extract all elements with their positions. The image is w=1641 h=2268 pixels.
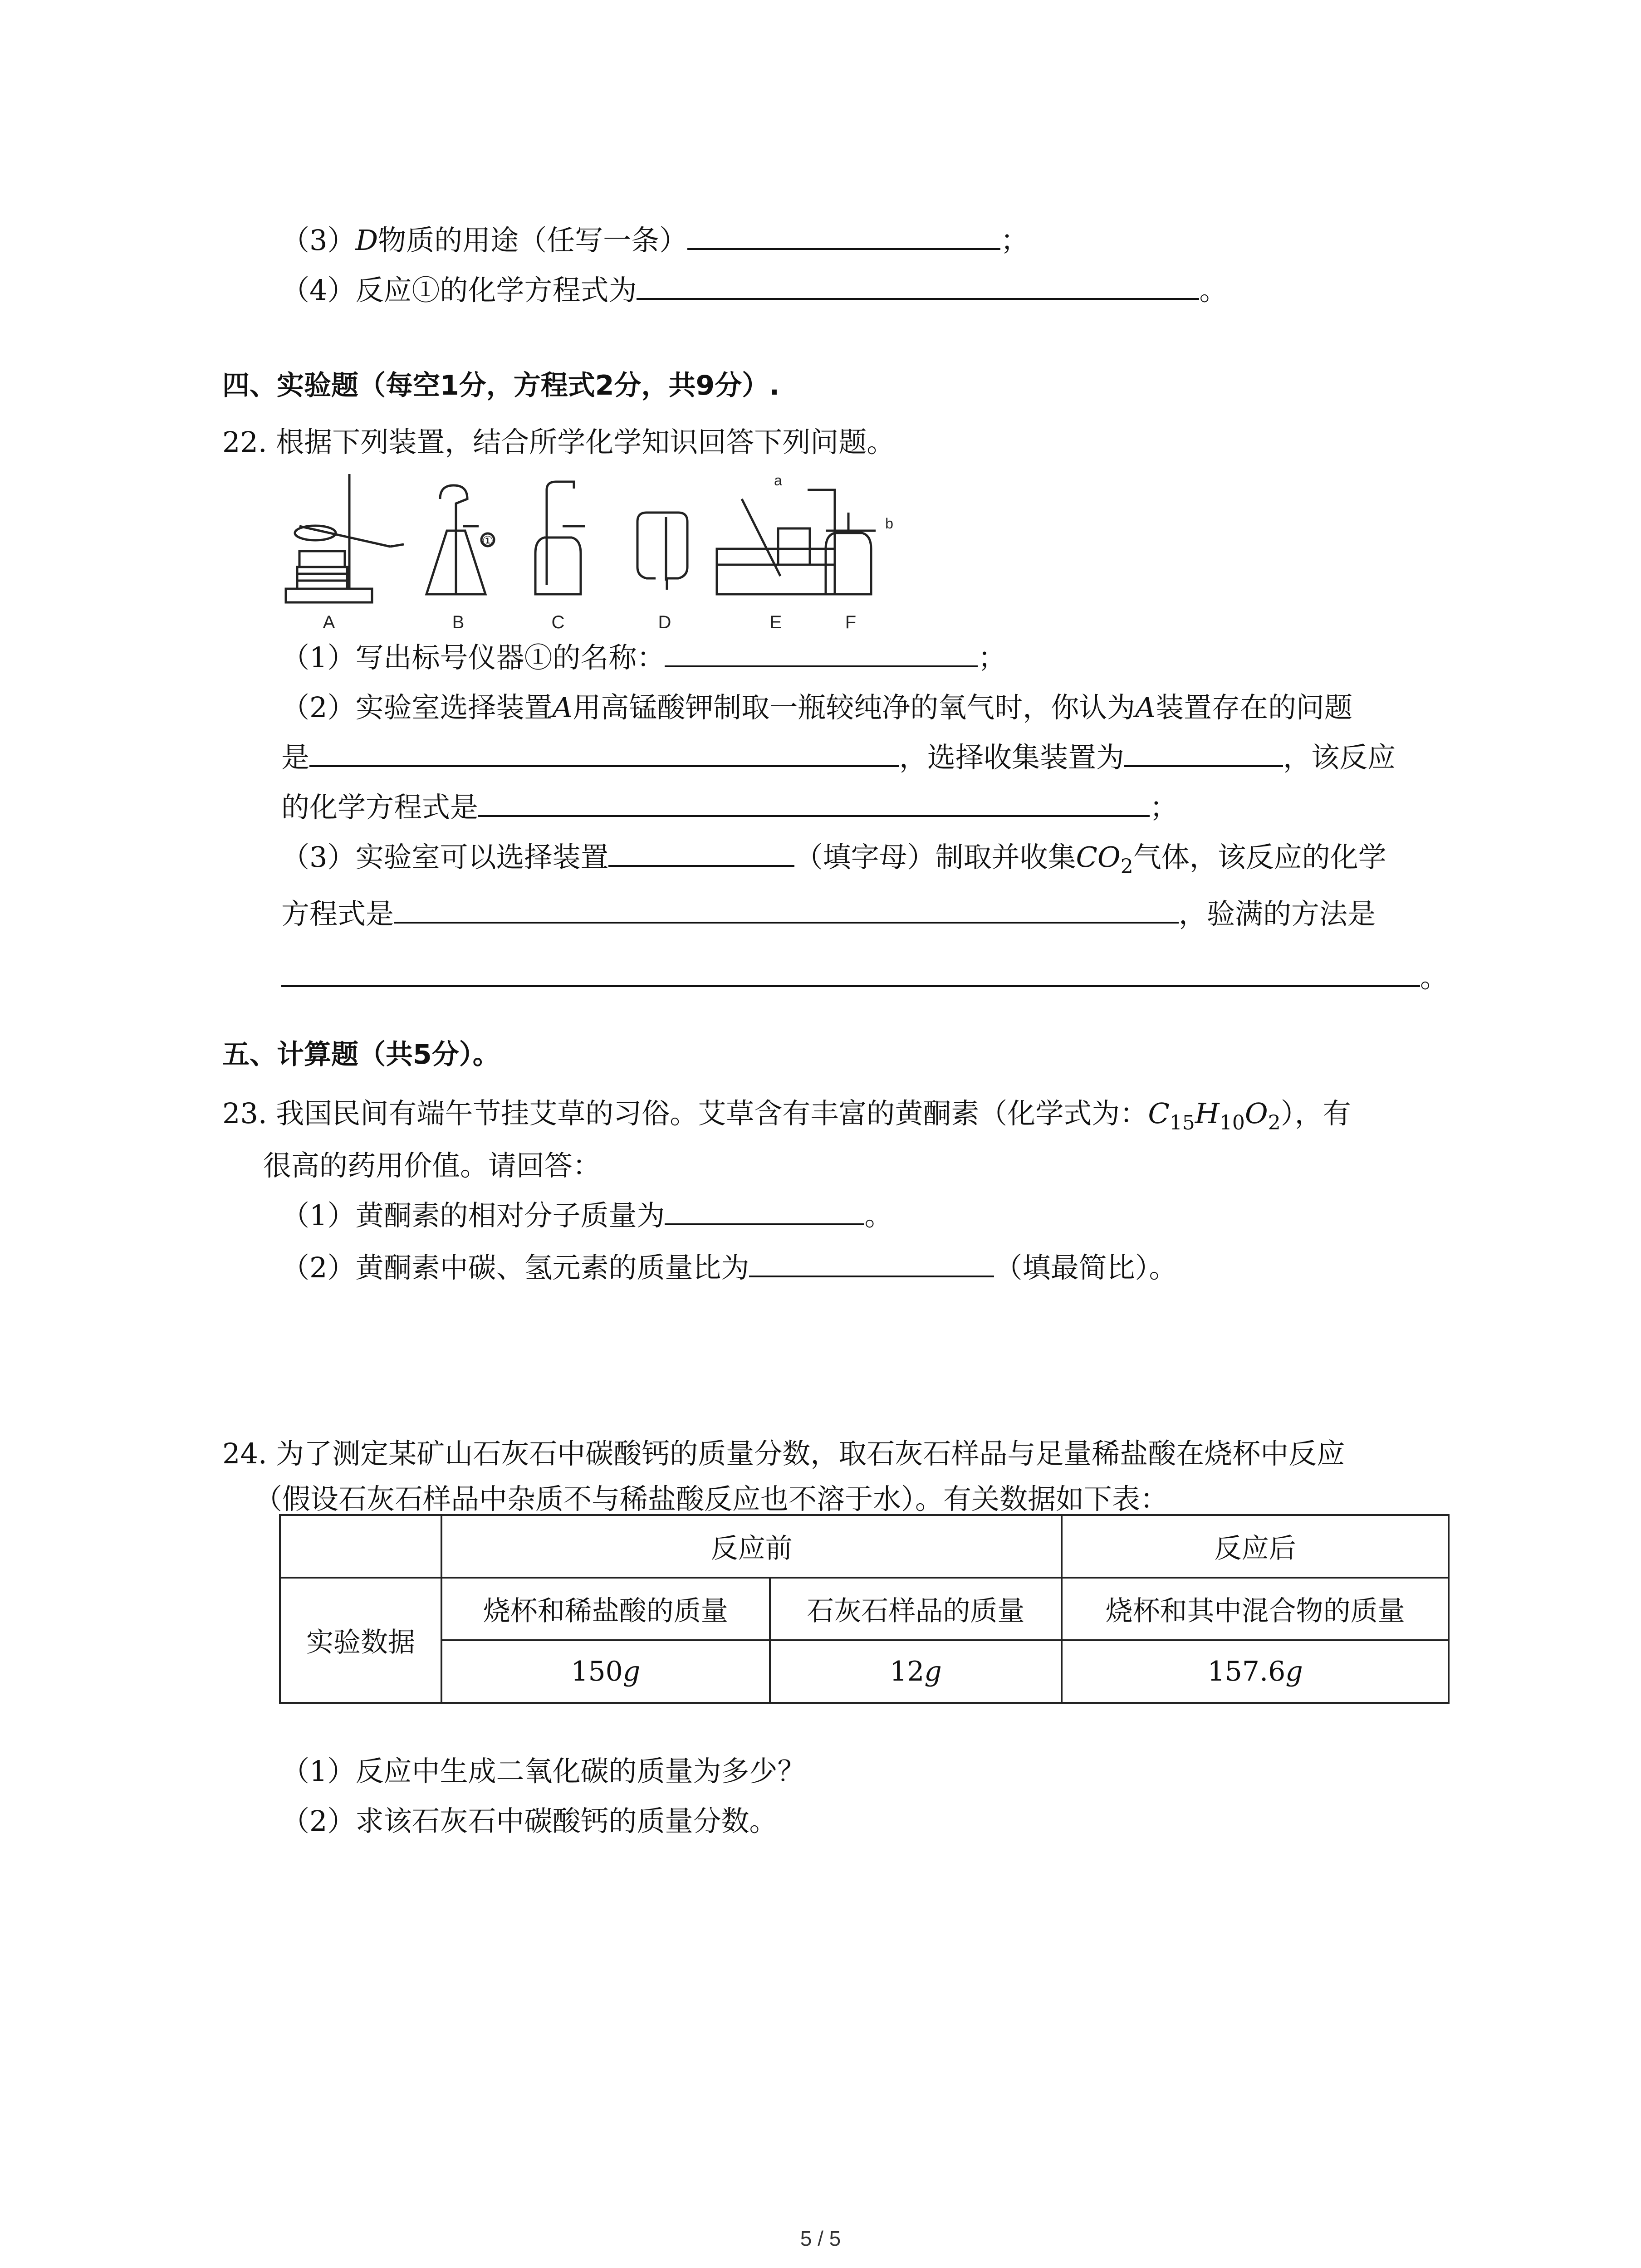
table-row [280,1640,1449,1703]
q24-part1: （1）反应中生成二氧化碳的质量为多少？ [281,1755,806,1788]
q22-part2-line1: （2）实验室选择装置A用高锰酸钾制取一瓶较纯净的氧气时，你认为A装置存在的问题 [281,691,1353,724]
table-header-after: 反应后 [1062,1515,1449,1578]
apparatus-label-b: B [452,612,465,632]
q22-part3-line1: （3）实验室可以选择装置 （填字母）制取并收集$CO_2$气体，该反应的化学 [281,841,1386,878]
q22-part2-line2: 是 ，选择收集装置为 ，该反应 [281,741,1396,774]
answer-blank[interactable] [478,790,1150,817]
page-number: 5 / 5 [800,2227,841,2250]
table-col-header: 石灰石样品的质量 [770,1578,1062,1640]
answer-blank[interactable] [1124,740,1283,767]
apparatus-a [286,474,404,602]
table-cell: 157.6g [1062,1640,1449,1703]
apparatus-label-f: F [845,612,857,632]
table-header-before: 反应前 [441,1515,1062,1578]
lab-apparatus-figure [281,472,926,633]
q22-part3-line3: 。 [281,959,1448,996]
apparatus-e [717,499,835,594]
table-col-header: 烧杯和其中混合物的质量 [1062,1578,1449,1640]
answer-blank[interactable] [665,1198,864,1225]
table-row-label: 实验数据 [280,1578,441,1703]
table-col-header: 烧杯和稀盐酸的质量 [441,1578,769,1640]
table-row [280,1578,1449,1640]
answer-blank[interactable] [665,640,978,667]
apparatus-d [637,513,687,590]
q21-part4: （4）反应①的化学方程式为 。 [281,274,1228,307]
data-table [279,1514,1450,1704]
table-cell: 150g [441,1640,769,1703]
answer-blank[interactable] [394,896,1179,924]
apparatus-c [535,482,585,594]
apparatus-label-c: C [551,612,565,632]
apparatus-label-e: E [769,612,782,632]
table-row [280,1515,1449,1578]
port-b-label: b [885,515,893,532]
q22-stem: 22. 根据下列装置，结合所学化学知识回答下列问题。 [222,425,895,459]
answer-blank[interactable] [637,273,1199,300]
answer-blank[interactable] [608,840,794,867]
table-cell-empty [280,1515,441,1578]
q22-part3-line2: 方程式是 ，验满的方法是 [281,897,1376,930]
q24-stem-line2: （假设石灰石样品中杂质不与稀盐酸反应也不溶于水）。有关数据如下表： [254,1482,1169,1515]
apparatus-label-a: A [323,612,335,632]
apparatus-f [808,490,876,594]
q22-part2-line3: 的化学方程式是 ； [281,791,1178,824]
q24-part2: （2）求该石灰石中碳酸钙的质量分数。 [281,1804,778,1838]
q21-part3: （3）D物质的用途（任写一条） ； [281,224,1029,257]
circled-one-mark: ① [482,534,494,548]
apparatus-label-d: D [658,612,671,632]
q24-stem-line1: 24. 为了测定某矿山石灰石中碳酸钙的质量分数，取石灰石样品与足量稀盐酸在烧杯中反应 [222,1437,1345,1470]
q23-part2: （2）黄酮素中碳、氢元素的质量比为 （填最简比）。 [281,1251,1177,1284]
q23-part1: （1）黄酮素的相对分子质量为 。 [281,1199,893,1232]
q23-stem-line2: 很高的药用价值。请回答： [263,1149,601,1182]
answer-blank[interactable] [309,740,899,767]
answer-blank[interactable] [749,1250,994,1277]
answer-blank[interactable] [687,223,1000,250]
section-title-calculation: 五、计算题（共5分）。 [222,1039,500,1070]
section-title-experiment: 四、实验题（每空1分，方程式2分，共9分）. [222,370,780,401]
answer-blank[interactable] [281,960,1420,987]
port-a-label: a [774,472,782,489]
q22-part1: （1）写出标号仪器①的名称： ； [281,641,1006,674]
table-cell: 12g [770,1640,1062,1703]
q23-stem-line1: 23. 我国民间有端午节挂艾草的习俗。艾草含有丰富的黄酮素（化学式为：$C_{15}H_{10}O_2$），有 [222,1097,1351,1134]
